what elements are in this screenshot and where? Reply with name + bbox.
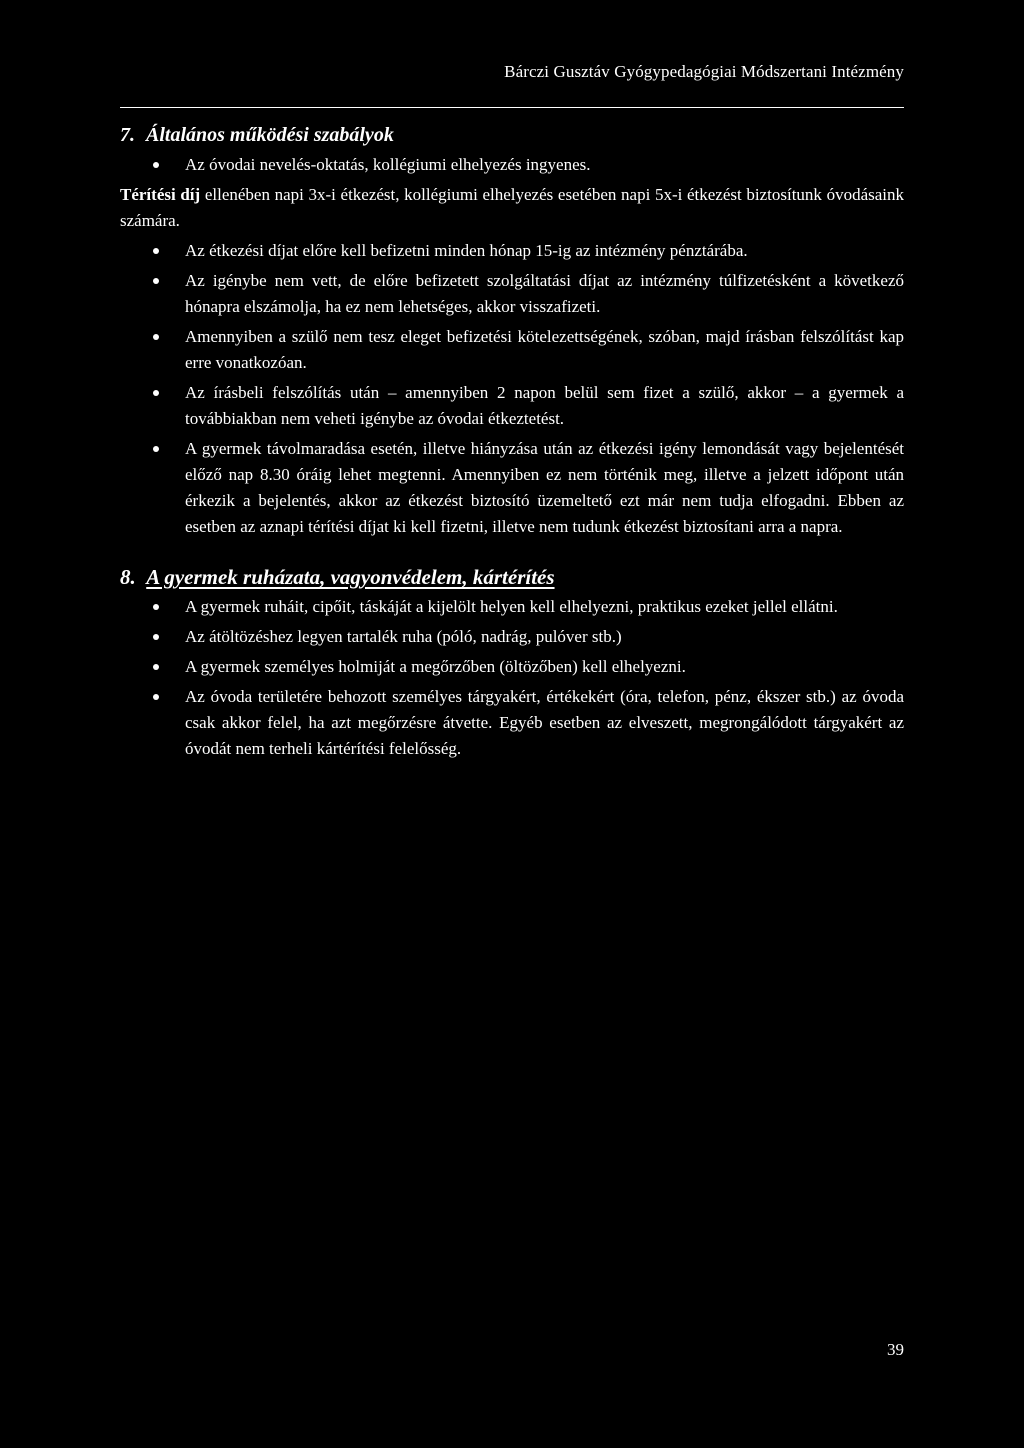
list-item (120, 380, 904, 432)
list-item-text: Amennyiben a szülő nem tesz eleget befizetési kötelezettségének, szóban, majd írásban felszólítást kap erre vonatkozóan. (185, 327, 904, 372)
list-item-text: Az igénybe nem vett, de előre befizetett szolgáltatási díjat az intézmény túlfizetésként a következő hónapra elszámolja, ha ez nem lehetséges, akkor visszafizeti. (185, 271, 904, 316)
list-item (120, 268, 904, 320)
list-item (120, 324, 904, 376)
list-item (120, 238, 904, 264)
list-item-text: Az írásbeli felszólítás után – amennyiben 2 napon belül sem fizet a szülő, akkor – a gyermek a továbbiakban nem veheti igénybe az óvodai étkeztetést. (185, 383, 904, 428)
section-7-list-a (120, 152, 904, 178)
bullet-icon (153, 162, 159, 168)
list-item (120, 624, 904, 650)
bullet-icon (153, 248, 159, 254)
section-8-heading (120, 562, 904, 592)
list-item-text: A gyermek távolmaradása esetén, illetve hiányzása után az étkezési igény lemondását vagy bejelentését előző nap 8.30 óráig lehet megtenni. Amennyiben ez nem történik meg, illetve a jelzett időpont után érkezik a bejelentés, akkor az étkezést biztosító üzemeltető ezt már nem tudja elfogadni. Ebben az esetben az aznapi térítési díjat ki kell fizetni, illetve nem tudunk étkezést biztosítani arra a napra. (185, 439, 904, 536)
bullet-icon (153, 334, 159, 340)
page-content (120, 120, 904, 766)
bullet-icon (153, 390, 159, 396)
bullet-icon (153, 634, 159, 640)
fee-term: Térítési díj (120, 185, 201, 204)
section-7-list-b (120, 238, 904, 540)
list-item-text: A gyermek személyes holmiját a megőrzőben (öltözőben) kell elhelyezni. (185, 657, 686, 676)
bullet-icon (153, 664, 159, 670)
fee-paragraph (120, 182, 904, 234)
list-item (120, 152, 904, 178)
section-7-heading (120, 120, 904, 150)
fee-text: ellenében napi 3x-i étkezést, kollégiumi elhelyezés esetében napi 5x-i étkezést biztosítunk óvodásaink számára. (120, 185, 904, 230)
bullet-icon (153, 278, 159, 284)
header-rule (120, 107, 904, 108)
section-7-number: 7. (120, 124, 135, 146)
bullet-icon (153, 694, 159, 700)
list-item-text: Az átöltözéshez legyen tartalék ruha (póló, nadrág, pulóver stb.) (185, 627, 622, 646)
section-7-title: Általános működési szabályok (146, 124, 394, 146)
list-item (120, 594, 904, 620)
bullet-icon (153, 604, 159, 610)
list-item-text: Az óvodai nevelés-oktatás, kollégiumi elhelyezés ingyenes. (185, 155, 591, 174)
bullet-icon (153, 446, 159, 452)
section-8-list (120, 594, 904, 762)
list-item (120, 436, 904, 540)
list-item-text: Az óvoda területére behozott személyes tárgyakért, értékekért (óra, telefon, pénz, ékszer stb.) az óvoda csak akkor felel, ha azt megőrzésre átvette. Egyéb esetben az elveszett, megrongálódott tárgyakért az óvodát nem terheli kártérítési felelősség. (185, 687, 904, 758)
page-number: 39 (887, 1340, 904, 1359)
list-item (120, 684, 904, 762)
page-header: Bárczi Gusztáv Gyógypedagógiai Módszertani Intézmény (504, 62, 904, 81)
section-8-number: 8. (120, 565, 136, 589)
list-item (120, 654, 904, 680)
list-item-text: Az étkezési díjat előre kell befizetni minden hónap 15-ig az intézmény pénztárába. (185, 241, 748, 260)
section-8-title: A gyermek ruházata, vagyonvédelem, kártérítés (146, 565, 555, 589)
list-item-text: A gyermek ruháit, cipőit, táskáját a kijelölt helyen kell elhelyezni, praktikus ezeket jellel ellátni. (185, 597, 838, 616)
